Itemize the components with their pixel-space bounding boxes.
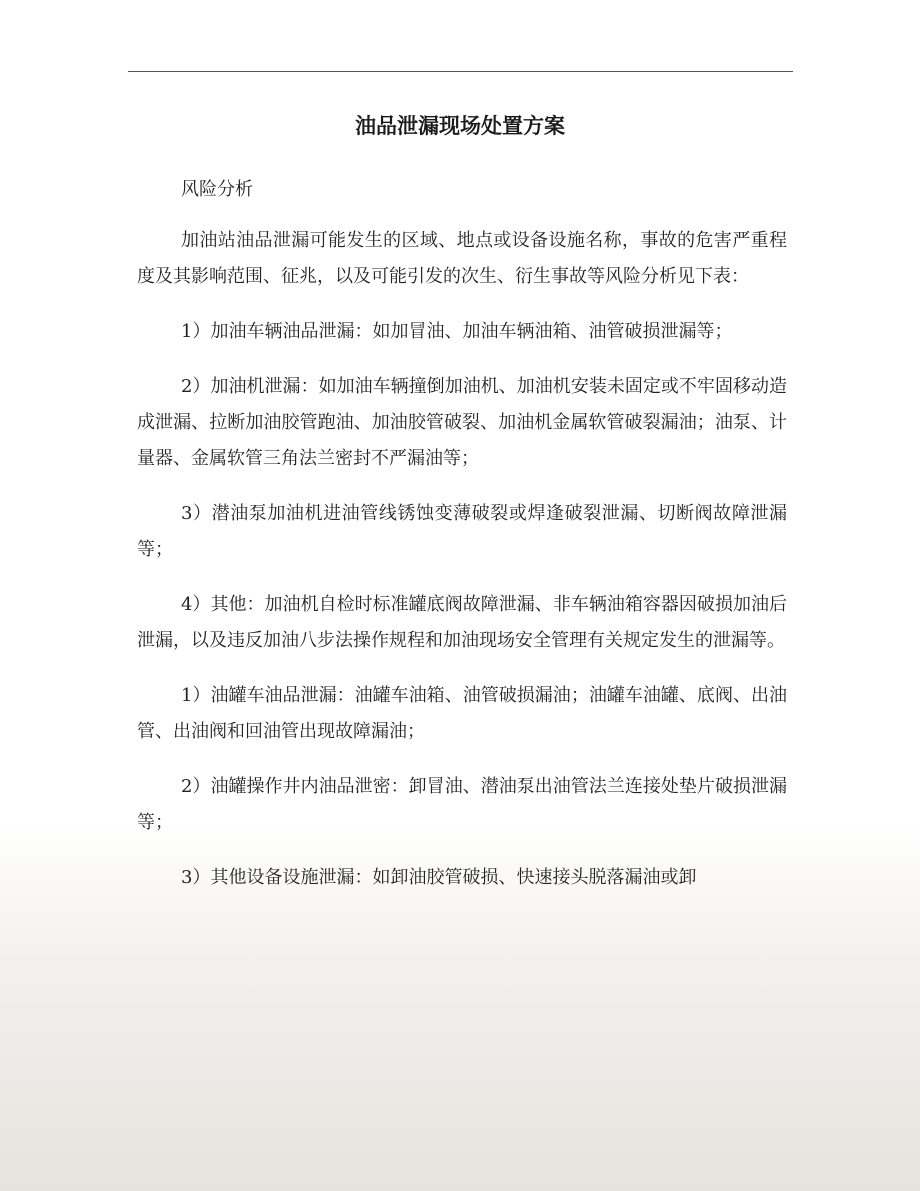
- paragraph-item: 3）潜油泵加油机进油管线锈蚀变薄破裂或焊逢破裂泄漏、切断阀故障泄漏等；: [137, 503, 787, 560]
- paragraph-item: 2）油罐操作井内油品泄密：卸冒油、潜油泵出油管法兰连接处垫片破损泄漏等；: [137, 776, 787, 833]
- paragraph-item: 1）油罐车油品泄漏：油罐车油箱、油管破损漏油；油罐车油罐、底阀、出油管、出油阀和回油管出现故障漏油；: [137, 685, 787, 742]
- document-body: [137, 172, 787, 915]
- header-rule: [128, 71, 793, 72]
- section-heading-risk-analysis: 风险分析: [181, 179, 253, 200]
- paragraph-item: 1）加油车辆油品泄漏：如加冒油、加油车辆油箱、油管破损泄漏等；: [181, 321, 733, 342]
- paragraph-item: 3）其他设备设施泄漏：如卸油胶管破损、快速接头脱落漏油或卸: [181, 867, 697, 888]
- paragraph-item: 2）加油机泄漏：如加油车辆撞倒加油机、加油机安装未固定或不牢固移动造成泄漏、拉断加油胶管跑油、加油胶管破裂、加油机金属软管破裂漏油；油泵、计量器、金属软管三角法兰密封不严漏油等；: [137, 376, 787, 469]
- paragraph-intro: 加油站油品泄漏可能发生的区域、地点或设备设施名称，事故的危害严重程度及其影响范围、征兆，以及可能引发的次生、衍生事故等风险分析见下表：: [137, 230, 787, 287]
- paragraph-item: 4）其他：加油机自检时标准罐底阀故障泄漏、非车辆油箱容器因破损加油后泄漏，以及违反加油八步法操作规程和加油现场安全管理有关规定发生的泄漏等。: [137, 594, 787, 651]
- document-title: 油品泄漏现场处置方案: [355, 114, 565, 138]
